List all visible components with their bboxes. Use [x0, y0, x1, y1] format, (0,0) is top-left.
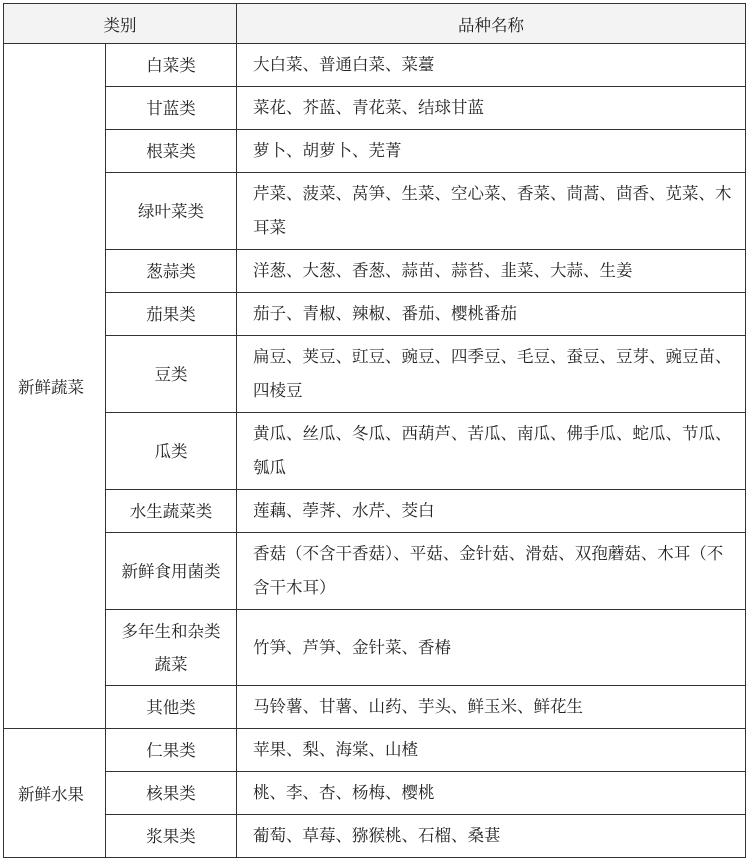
category-cell: 瓜类	[106, 413, 237, 490]
category-cell: 绿叶菜类	[106, 173, 237, 250]
table-header-row	[4, 4, 746, 44]
items-cell: 桃、李、杏、杨梅、樱桃	[237, 772, 746, 815]
table-row	[4, 44, 746, 87]
items-cell: 竹笋、芦笋、金针菜、香椿	[237, 610, 746, 686]
header-category: 类别	[4, 4, 237, 44]
items-cell: 菜花、芥蓝、青花菜、结球甘蓝	[237, 87, 746, 130]
header-varieties: 品种名称	[237, 4, 746, 44]
items-cell: 芹菜、菠菜、莴笋、生菜、空心菜、香菜、茼蒿、茴香、苋菜、木耳菜	[237, 173, 746, 250]
items-cell: 扁豆、荚豆、豇豆、豌豆、四季豆、毛豆、蚕豆、豆芽、豌豆苗、四棱豆	[237, 336, 746, 413]
items-cell: 莲藕、荸荠、水芹、茭白	[237, 490, 746, 533]
table-row	[4, 130, 746, 173]
table-row	[4, 533, 746, 610]
category-cell: 浆果类	[106, 815, 237, 858]
group-label: 新鲜水果	[4, 729, 106, 858]
table-row	[4, 173, 746, 250]
category-cell: 核果类	[106, 772, 237, 815]
items-cell: 洋葱、大葱、香葱、蒜苗、蒜苔、韭菜、大蒜、生姜	[237, 250, 746, 293]
table-row	[4, 686, 746, 729]
table-row	[4, 772, 746, 815]
items-cell: 萝卜、胡萝卜、芜菁	[237, 130, 746, 173]
table-row	[4, 610, 746, 686]
category-cell: 新鲜食用菌类	[106, 533, 237, 610]
category-cell: 水生蔬菜类	[106, 490, 237, 533]
table-row	[4, 490, 746, 533]
produce-table	[3, 3, 746, 858]
table-row	[4, 87, 746, 130]
category-cell: 葱蒜类	[106, 250, 237, 293]
category-cell: 多年生和杂类蔬菜	[106, 610, 237, 686]
items-cell: 香菇（不含干香菇）、平菇、金针菇、滑菇、双孢蘑菇、木耳（不含干木耳）	[237, 533, 746, 610]
category-cell: 甘蓝类	[106, 87, 237, 130]
category-cell: 白菜类	[106, 44, 237, 87]
table-row	[4, 293, 746, 336]
items-cell: 茄子、青椒、辣椒、番茄、樱桃番茄	[237, 293, 746, 336]
items-cell: 马铃薯、甘薯、山药、芋头、鲜玉米、鲜花生	[237, 686, 746, 729]
group-label: 新鲜蔬菜	[4, 44, 106, 729]
table-row	[4, 729, 746, 772]
category-cell: 茄果类	[106, 293, 237, 336]
table-row	[4, 250, 746, 293]
table-wrapper	[3, 3, 746, 858]
table-row	[4, 336, 746, 413]
category-cell: 根菜类	[106, 130, 237, 173]
table-row	[4, 413, 746, 490]
table-row	[4, 815, 746, 858]
items-cell: 苹果、梨、海棠、山楂	[237, 729, 746, 772]
category-cell: 其他类	[106, 686, 237, 729]
category-cell: 豆类	[106, 336, 237, 413]
items-cell: 葡萄、草莓、猕猴桃、石榴、桑葚	[237, 815, 746, 858]
category-cell: 仁果类	[106, 729, 237, 772]
items-cell: 大白菜、普通白菜、菜薹	[237, 44, 746, 87]
items-cell: 黄瓜、丝瓜、冬瓜、西葫芦、苦瓜、南瓜、佛手瓜、蛇瓜、节瓜、瓠瓜	[237, 413, 746, 490]
